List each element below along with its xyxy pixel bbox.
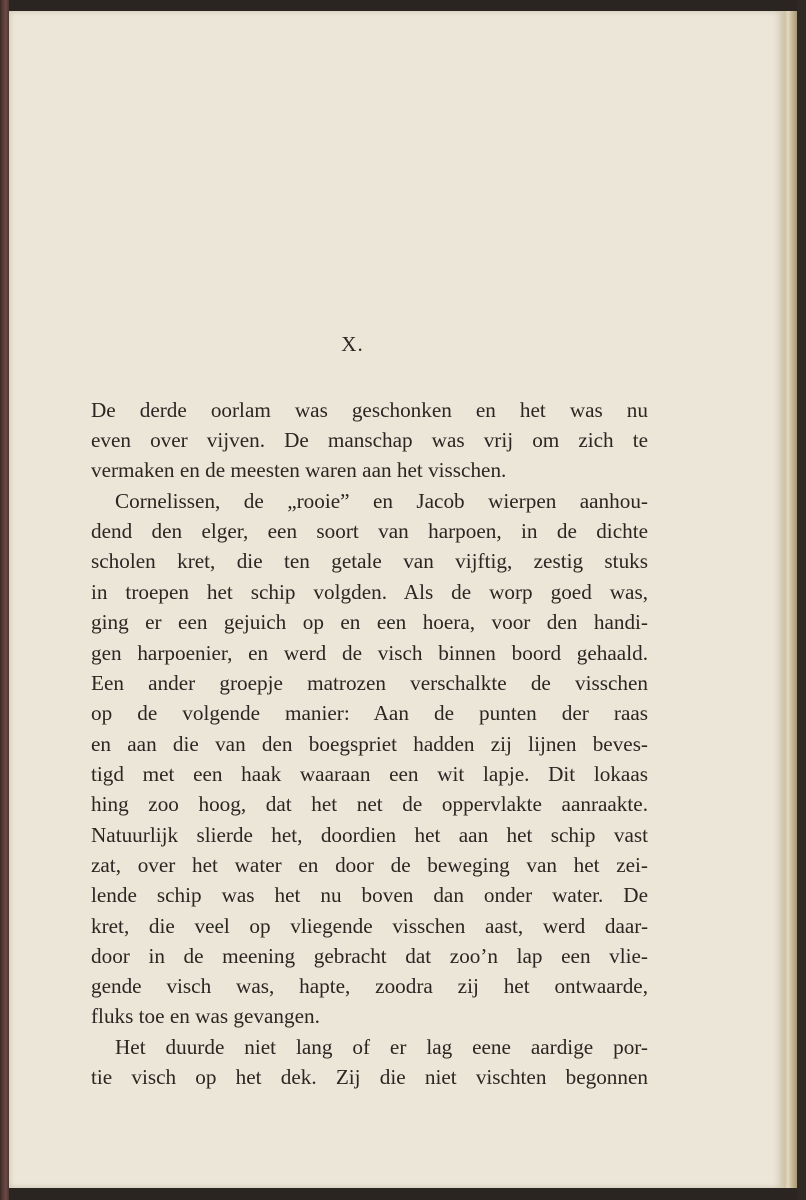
text-line: en aan die van den boegspriet hadden zij lijnen beves-: [91, 732, 648, 756]
text-line: gende visch was, hapte, zoodra zij het ontwaarde,: [91, 974, 648, 998]
text-line: zat, over het water en door de beweging van het zei-: [91, 853, 648, 877]
text-line: door in de meening gebracht dat zoo’n lap een vlie-: [91, 944, 648, 968]
text-line: tigd met een haak waaraan een wit lapje. Dit lokaas: [91, 762, 648, 786]
text-line: gen harpoenier, en werd de visch binnen boord gehaald.: [91, 641, 648, 665]
text-line: fluks toe en was gevangen.: [91, 1004, 320, 1028]
text-line: Een ander groepje matrozen verschalkte de visschen: [91, 671, 648, 695]
text-line: hing zoo hoog, dat het net de oppervlakte aanraakte.: [91, 792, 648, 816]
text-line: tie visch op het dek. Zij die niet vischten begonnen: [91, 1065, 648, 1089]
text-line: op de volgende manier: Aan de punten der raas: [91, 701, 648, 725]
text-line: Het duurde niet lang of er lag eene aardige por-: [115, 1035, 648, 1059]
book-spine-edge: [0, 0, 9, 1200]
text-line: lende schip was het nu boven dan onder water. De: [91, 883, 648, 907]
page-stack-edge: [781, 11, 797, 1188]
text-line: vermaken en de meesten waren aan het visschen.: [91, 458, 507, 482]
text-line: scholen kret, die ten getale van vijftig, zestig stuks: [91, 549, 648, 573]
chapter-heading: X.: [341, 332, 364, 356]
text-line: Cornelissen, de „rooie” en Jacob wierpen aanhou-: [115, 489, 648, 513]
text-line: in troepen het schip volgden. Als de worp goed was,: [91, 580, 648, 604]
text-line: even over vijven. De manschap was vrij om zich te: [91, 428, 648, 452]
text-line: De derde oorlam was geschonken en het was nu: [91, 398, 648, 422]
scan-background: [797, 0, 806, 1200]
text-line: dend den elger, een soort van harpoen, in de dichte: [91, 519, 648, 543]
text-line: ging er een gejuich op en een hoera, voor den handi-: [91, 610, 648, 634]
text-line: Natuurlijk slierde het, doordien het aan het schip vast: [91, 823, 648, 847]
text-line: kret, die veel op vliegende visschen aast, werd daar-: [91, 914, 648, 938]
